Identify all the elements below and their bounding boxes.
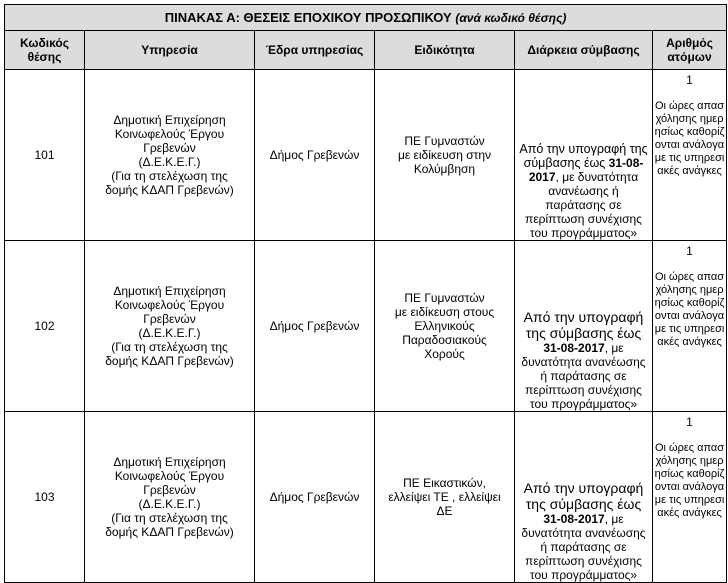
- cell-seat: Δήμος Γρεβενών: [255, 70, 375, 241]
- cell-specialty: ΠΕ Γυμναστών με ειδίκευση στην Κολύμβηση: [375, 70, 515, 241]
- header-persons: Αριθμός ατόμων: [653, 31, 727, 70]
- cell-specialty: ΠΕ Γυμναστών με ειδίκευση στους Ελληνικούς Παραδοσιακούς Χορούς: [375, 241, 515, 412]
- cell-service: Δημοτική Επιχείρηση Κοινωφελούς Έργου Γρεβενών (Δ.Ε.Κ.Ε.Γ.) (Για τη στελέχωση της δομής ΚΔΑΠ Γρεβενών): [85, 412, 255, 583]
- cell-persons: 1 Οι ώρες απασχόλησης ημερησίως καθορίζονται ανάλογα με τις υπηρεσιακές ανάγκες: [653, 412, 727, 583]
- header-code: Κωδικός θέσης: [5, 31, 85, 70]
- header-seat: Έδρα υπηρεσίας: [255, 31, 375, 70]
- cell-service: Δημοτική Επιχείρηση Κοινωφελούς Έργου Γρεβενών (Δ.Ε.Κ.Ε.Γ.) (Για τη στελέχωση της δομής ΚΔΑΠ Γρεβενών): [85, 70, 255, 241]
- table-title-sub: (ανά κωδικό θέσης): [455, 11, 567, 25]
- cell-seat: Δήμος Γρεβενών: [255, 241, 375, 412]
- cell-seat: Δήμος Γρεβενών: [255, 412, 375, 583]
- cell-duration: Από την υπογραφή της σύμβασης έως 31-08-2017, με δυνατότητα ανανέωσης ή παράτασης σε περίπτωση συνέχισης του προγράμματος»: [515, 241, 653, 412]
- cell-duration: Από την υπογραφή της σύμβασης έως 31-08-2017, με δυνατότητα ανανέωσης ή παράτασης σε περίπτωση συνέχισης του προγράμματος»: [515, 412, 653, 583]
- positions-table: [4, 4, 727, 583]
- table-title-row: [5, 5, 727, 31]
- table-header-row: [5, 31, 727, 70]
- cell-specialty: ΠΕ Εικαστικών, ελλείψει ΤΕ , ελλείψει ΔΕ: [375, 412, 515, 583]
- table-title: [5, 5, 727, 31]
- cell-code: 103: [5, 412, 85, 583]
- header-service: Υπηρεσία: [85, 31, 255, 70]
- table-row: [5, 241, 727, 412]
- cell-code: 101: [5, 70, 85, 241]
- table-row: [5, 412, 727, 583]
- header-duration: Διάρκεια σύμβασης: [515, 31, 653, 70]
- cell-code: 102: [5, 241, 85, 412]
- cell-persons: 1 Οι ώρες απασχόλησης ημερησίως καθορίζονται ανάλογα με τις υπηρεσιακές ανάγκες: [653, 241, 727, 412]
- cell-service: Δημοτική Επιχείρηση Κοινωφελούς Έργου Γρεβενών (Δ.Ε.Κ.Ε.Γ.) (Για τη στελέχωση της δομής ΚΔΑΠ Γρεβενών): [85, 241, 255, 412]
- cell-duration: Από την υπογραφή της σύμβασης έως 31-08-2017, με δυνατότητα ανανέωσης ή παράτασης σε περίπτωση συνέχισης του προγράμματος»: [515, 70, 653, 241]
- table-title-main: ΠΙΝΑΚΑΣ Α: ΘΕΣΕΙΣ ΕΠΟΧΙΚΟΥ ΠΡΟΣΩΠΙΚΟΥ: [164, 10, 452, 25]
- header-specialty: Ειδικότητα: [375, 31, 515, 70]
- cell-persons: 1 Οι ώρες απασχόλησης ημερησίως καθορίζονται ανάλογα με τις υπηρεσιακές ανάγκες: [653, 70, 727, 241]
- table-row: [5, 70, 727, 241]
